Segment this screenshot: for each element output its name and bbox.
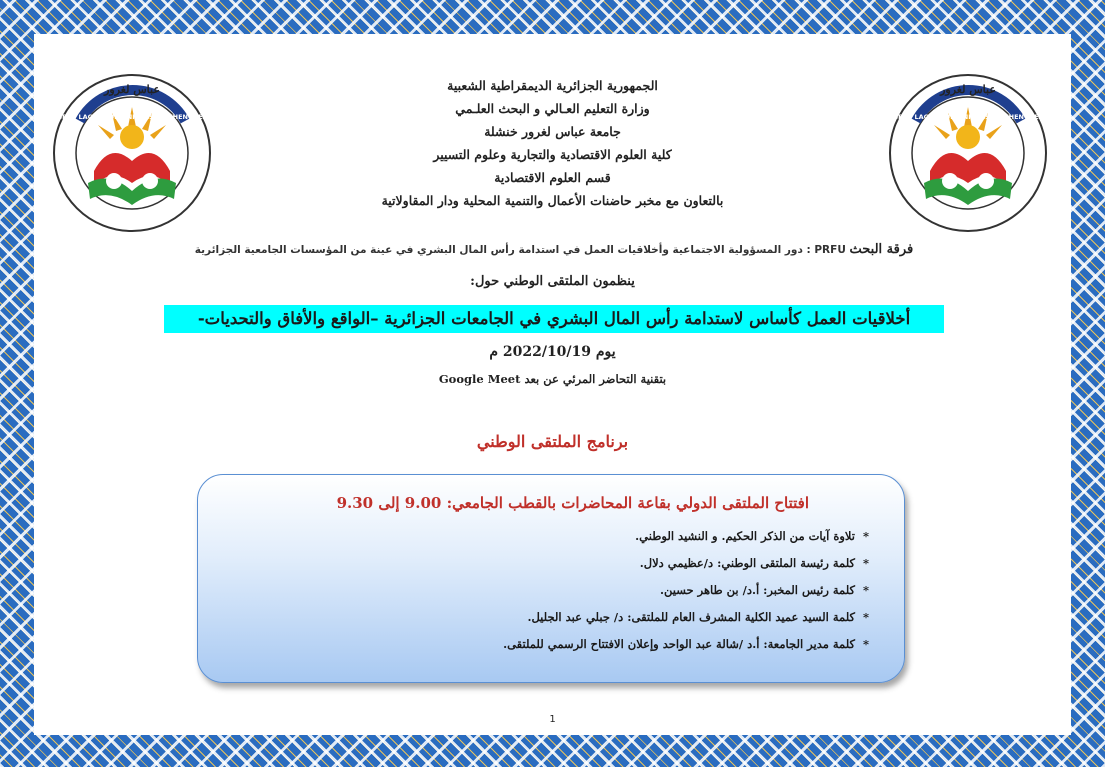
header-line-collaboration: بالتعاون مع مخبر حاضنات الأعمال والتنمية المحلية ودار المقاولاتية — [381, 193, 724, 208]
list-item — [503, 577, 869, 604]
header-line-ministry: وزارة التعليم العـالي و البحث العلـمي — [455, 101, 650, 116]
institution-header — [334, 74, 771, 212]
organize-text: ينظمون الملتقى الوطني حول: — [470, 274, 635, 289]
list-item — [503, 631, 869, 658]
list-item-text: تلاوة آيات من الذكر الحكيم. و النشيد الوطني. — [635, 529, 855, 543]
program-title: برنامج الملتقى الوطني — [476, 432, 629, 451]
bullet-icon: * — [862, 610, 869, 624]
university-logo-right — [886, 71, 1051, 236]
conference-date: يوم 2022/10/19 م — [489, 344, 616, 360]
svg-text:ABBES LAGHROUR UNIVERSITY KHEN: ABBES LAGHROUR UNIVERSITY KHENCHELA — [888, 113, 1048, 121]
list-item — [503, 523, 869, 550]
list-item-text: كلمة رئيسة الملتقى الوطني: د/عظيمي دلال. — [639, 556, 855, 570]
svg-text:عباس لغرور: عباس لغرور — [940, 83, 996, 96]
logo-text-top: عباس لغرور — [104, 83, 160, 96]
header-line-faculty: كلية العلوم الاقتصادية والتجارية وعلوم التسيير — [433, 147, 672, 162]
logo-text-ring: ABBES LAGHROUR UNIVERSITY KHENCHELA — [52, 113, 212, 121]
list-item — [503, 550, 869, 577]
header-line-university: جامعة عباس لغرور خنشلة — [484, 124, 621, 139]
research-description: : دور المسؤولية الاجتماعية وأخلاقيات العمل في استدامة رأس المال البشري في عينة من المؤسسات الجامعية الجزائرية — [194, 244, 811, 256]
opening-session-heading: افتتاح الملتقى الدولي بقاعة المحاضرات بالقطب الجامعي: 9.00 إلى 9.30 — [336, 494, 809, 512]
university-logo-left — [50, 71, 215, 236]
opening-session-box — [197, 474, 905, 683]
document-page — [34, 34, 1071, 735]
research-code: PRFU — [814, 244, 846, 256]
header-line-republic: الجمهورية الجزائرية الديمقراطية الشعبية — [447, 78, 658, 93]
list-item — [503, 604, 869, 631]
research-team-line — [134, 242, 974, 257]
list-item-text: كلمة رئيس المخبر: أ.د/ بن طاهر حسين. — [660, 583, 855, 597]
list-item-text: كلمة مدير الجامعة: أ.د /شالة عبد الواحد وإعلان الافتتاح الرسمي للملتقى. — [503, 637, 855, 651]
bullet-icon: * — [862, 637, 869, 651]
research-label: فرقة البحث — [849, 242, 914, 257]
bullet-icon: * — [862, 556, 869, 570]
header-line-department: قسم العلوم الاقتصادية — [494, 170, 611, 185]
opening-session-list — [503, 523, 869, 658]
conference-title: أخلاقيات العمل كأساس لاستدامة رأس المال البشري في الجامعات الجزائرية –الواقع والأفاق والتحديات- — [164, 305, 944, 333]
bullet-icon: * — [862, 529, 869, 543]
list-item-text: كلمة السيد عميد الكلية المشرف العام للملتقى: د/ جبلي عبد الجليل. — [527, 610, 855, 624]
page-number: 1 — [549, 714, 556, 725]
conference-technology: بتقنية التحاضر المرئي عن بعد Google Meet — [438, 372, 667, 386]
bullet-icon: * — [862, 583, 869, 597]
